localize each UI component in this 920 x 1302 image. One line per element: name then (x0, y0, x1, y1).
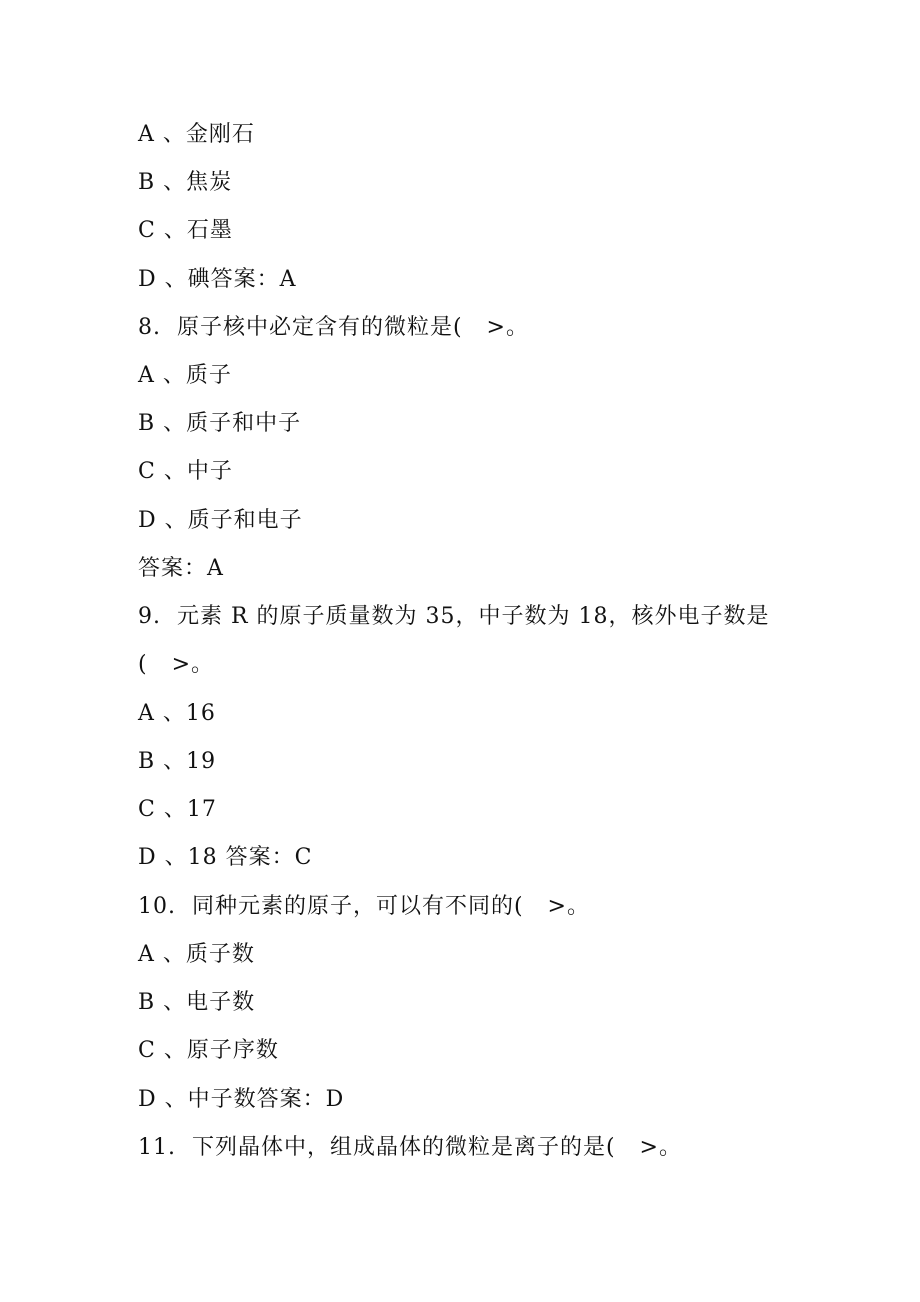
q11-question: 11. 下列晶体中，组成晶体的微粒是离子的是( >。 (138, 1135, 682, 1160)
q9-option-a: A 、16 (138, 701, 216, 726)
q8-question: 8. 原子核中必定含有的微粒是( >。 (138, 315, 529, 340)
q10-option-c: C 、原子序数 (138, 1038, 279, 1063)
q10-option-b: B 、电子数 (138, 990, 256, 1015)
q7-option-c: C 、石墨 (138, 218, 233, 243)
q7-option-a: A 、金刚石 (138, 122, 255, 147)
q10-option-a: A 、质子数 (138, 942, 255, 967)
q9-question-cont: ( >。 (138, 652, 214, 677)
q8-option-d: D 、质子和电子 (138, 508, 303, 533)
q10-option-d-answer: D 、中子数答案：D (138, 1087, 345, 1112)
q9-option-c: C 、17 (138, 797, 217, 822)
q9-option-d-answer: D 、18 答案：C (138, 845, 313, 870)
q8-option-a: A 、质子 (138, 363, 232, 388)
q8-answer: 答案：A (138, 556, 224, 581)
q10-question: 10. 同种元素的原子，可以有不同的( >。 (138, 894, 590, 919)
q7-option-d-answer: D 、碘答案：A (138, 267, 297, 292)
q7-option-b: B 、焦炭 (138, 170, 233, 195)
q8-option-b: B 、质子和中子 (138, 411, 302, 436)
q9-option-b: B 、19 (138, 749, 217, 774)
q9-question: 9. 元素 R 的原子质量数为 35，中子数为 18，核外电子数是 (138, 604, 770, 629)
q8-option-c: C 、中子 (138, 459, 233, 484)
